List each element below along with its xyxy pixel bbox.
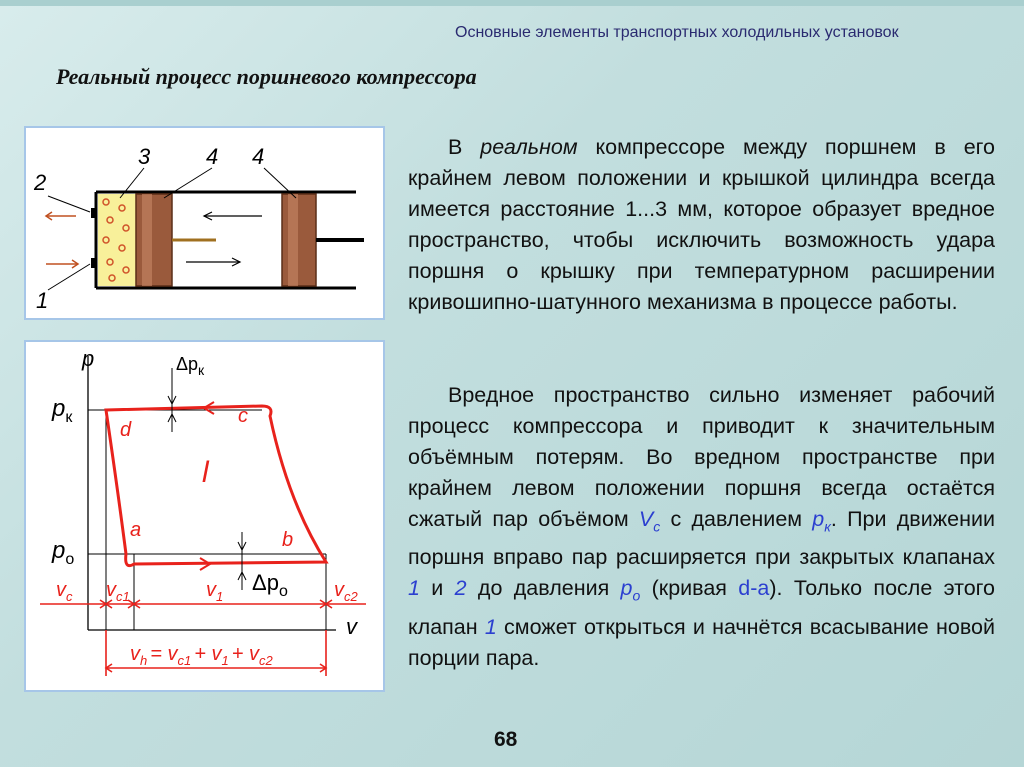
vc1-label: v — [106, 579, 116, 601]
vh-formula: $v_h = v_{c1} + v_1 + v_{c2}$ — [130, 643, 273, 668]
label-2: 2 — [34, 170, 47, 195]
svg-text:pк: $p_к$ — [52, 395, 73, 426]
v1-label: v — [206, 579, 216, 601]
svg-text:pо: $p_о$ — [52, 537, 75, 568]
label-3: 3 — [138, 144, 151, 169]
piston-left — [136, 194, 172, 286]
work-label: l — [202, 456, 209, 489]
svg-text:vc2: $v_{c2}$ — [334, 579, 358, 604]
piston-diagram-panel — [24, 126, 385, 320]
label-4b: 4 — [252, 144, 265, 169]
point-d-label: d — [120, 419, 132, 441]
paragraph-1: В реальном компрессоре между поршнем в его крайнем левом положении и крышкой цилиндра всегда имеется расстояние 1...3 мм, которое образует вредное пространство, чтобы исключить возможность удара поршня о крышку при температурном расширении кривошипно-шатунного механизма в процессе работы. — [408, 135, 995, 314]
pv-diagram-panel — [24, 340, 385, 692]
delta-po-label: Δp — [252, 570, 279, 595]
slide-title: Реальный процесс поршневого компрессора — [56, 64, 477, 89]
label-4a: 4 — [206, 144, 219, 169]
piston-right — [282, 194, 316, 286]
svg-text:Δpк: $\Delta p_к$ — [176, 354, 205, 378]
axis-v-label: v — [346, 614, 357, 639]
paragraph-2: Вредное пространство сильно изменяет рабочий процесс компрессора и приводит к значительным объёмным потерям. Во вредном пространстве при крайнем левом положении поршня всегда остаётся сжатый пар объёмом $V_c$ с давлением $p_к$. При движении поршня вправо пар расширяется при закрытых клапанах 1 и 2 до давления $p_о$ (кривая d-a). Только после этого клапан 1 сможет открыться и начнётся всасывание новой порции пара. — [408, 383, 995, 670]
piston-diagram — [26, 128, 383, 318]
svg-text:vc: $v_c$ — [56, 579, 73, 604]
vc2-label: v — [334, 579, 344, 601]
section-title: Основные элементы транспортных холодильных установок — [455, 24, 899, 41]
svg-text:v1: $v_1$ — [206, 579, 224, 604]
header-bar — [0, 0, 1024, 6]
svg-text:Δpо: $\Delta p_о$ — [252, 570, 288, 600]
pv-diagram — [26, 342, 383, 690]
valve-2 — [91, 208, 96, 218]
body-text — [408, 132, 995, 318]
po-label: p — [52, 537, 66, 564]
label-1: 1 — [36, 288, 49, 313]
body-text-2 — [408, 380, 995, 674]
vc-label: v — [56, 579, 66, 601]
delta-pk-label: Δp — [176, 354, 199, 374]
point-b-label: b — [282, 529, 294, 551]
point-a-label: a — [130, 519, 142, 541]
svg-text:vc1: $v_{c1}$ — [106, 579, 130, 604]
axis-p-label: p — [82, 346, 95, 371]
page-number: 68 — [494, 728, 518, 751]
pk-label: p — [52, 395, 66, 422]
point-c-label: c — [238, 405, 248, 427]
valve-1 — [91, 258, 96, 268]
